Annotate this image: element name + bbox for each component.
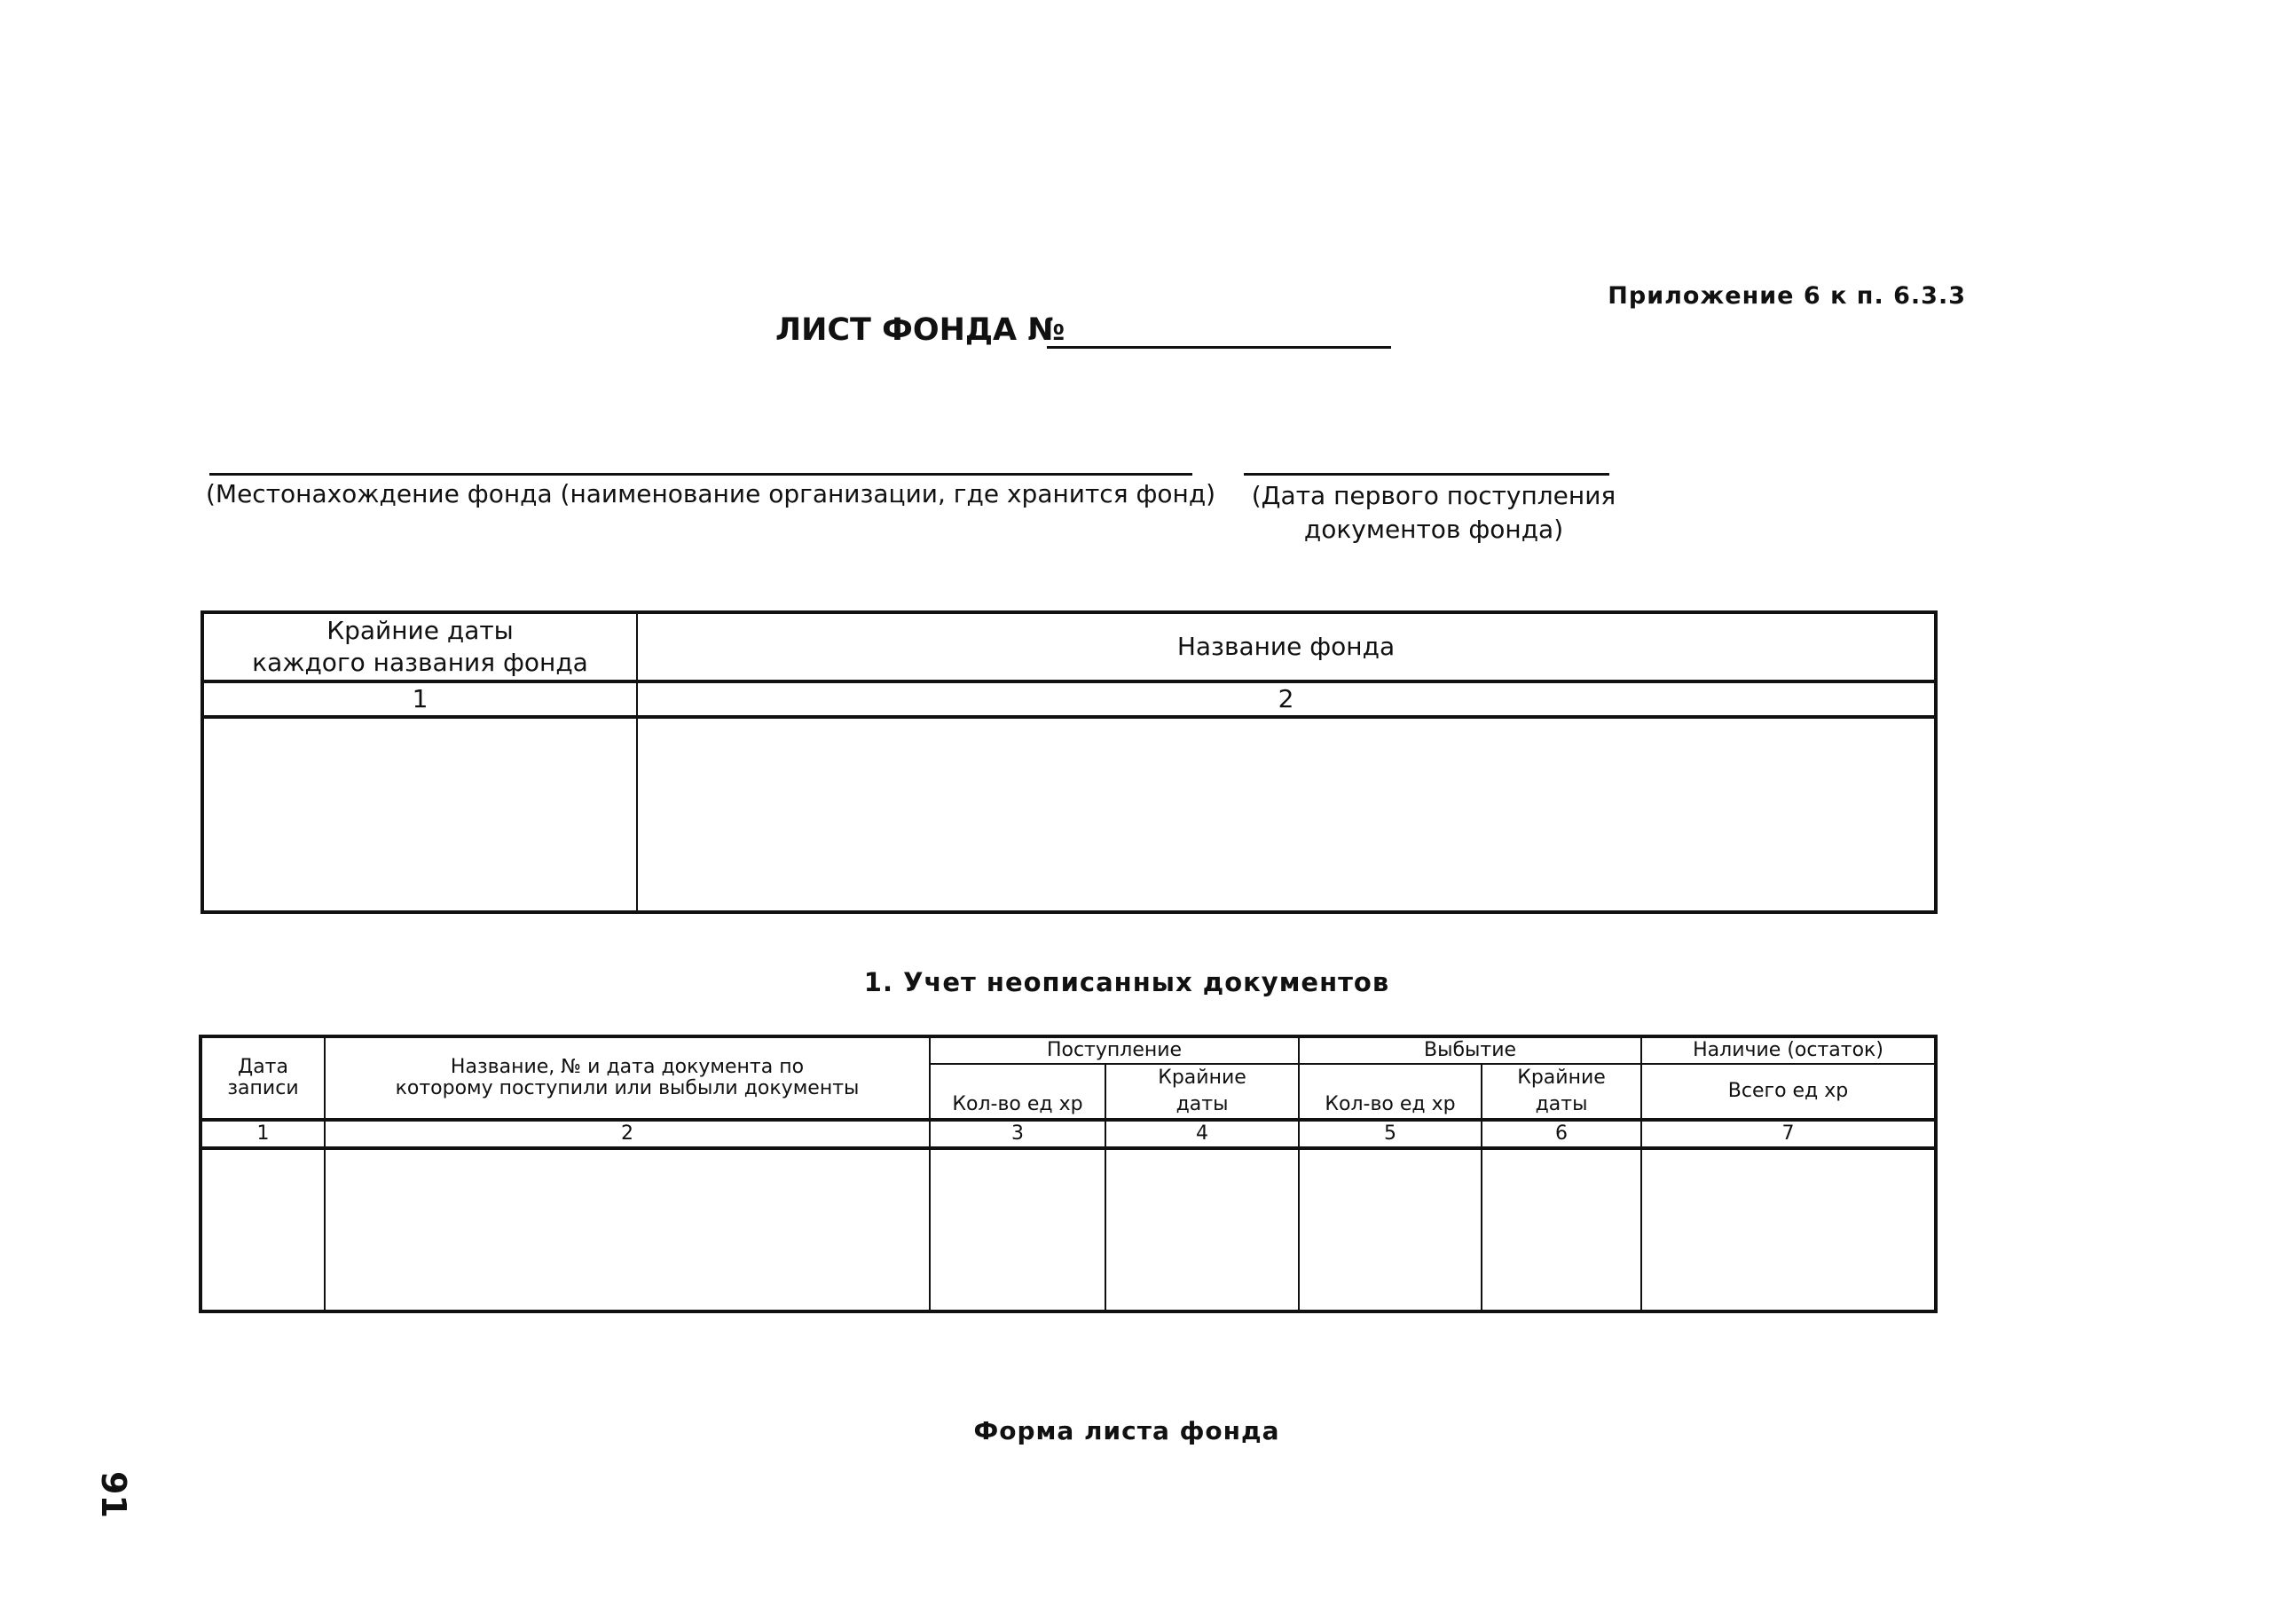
fund-name-cell[interactable]	[637, 717, 1936, 912]
income-dates-cell[interactable]	[1105, 1148, 1299, 1311]
income-qty-cell[interactable]	[930, 1148, 1105, 1311]
header-line: Дата	[238, 1056, 288, 1078]
document-name-header	[325, 1036, 930, 1120]
extreme-dates-cell[interactable]	[202, 717, 637, 912]
fund-number-blank-line	[1047, 346, 1391, 349]
column-number: 7	[1641, 1120, 1936, 1148]
header-line: Крайние даты	[326, 616, 514, 645]
header-line: Крайние	[1517, 1067, 1606, 1089]
fund-names-table	[201, 610, 1938, 914]
income-group-header: Поступление	[930, 1036, 1299, 1064]
column-number: 2	[325, 1120, 930, 1148]
document-name-cell[interactable]	[325, 1148, 930, 1311]
outgo-qty-header: Кол-во ед хр	[1299, 1064, 1482, 1120]
table-header-row	[202, 612, 1936, 681]
income-qty-header: Кол-во ед хр	[930, 1064, 1105, 1120]
header-line: даты	[1535, 1093, 1588, 1115]
location-blank-line	[209, 473, 1192, 476]
form-caption: Форма листа фонда	[973, 1416, 1280, 1445]
outgo-dates-cell[interactable]	[1482, 1148, 1641, 1311]
income-dates-header	[1105, 1064, 1299, 1120]
table-group-header-row	[201, 1036, 1936, 1064]
header-line: Название, № и дата документа по	[450, 1056, 805, 1078]
date-caption-line1: (Дата первого поступления	[1251, 481, 1616, 510]
header-line: записи	[227, 1077, 299, 1099]
outgo-dates-header	[1482, 1064, 1641, 1120]
outgo-group-header: Выбытие	[1299, 1036, 1641, 1064]
column-number-row	[201, 1120, 1936, 1148]
first-receipt-date-blank-line	[1244, 473, 1609, 476]
record-date-cell[interactable]	[201, 1148, 325, 1311]
column-number: 1	[201, 1120, 325, 1148]
outgo-qty-cell[interactable]	[1299, 1148, 1482, 1311]
record-date-header	[201, 1036, 325, 1120]
extreme-dates-header	[202, 612, 637, 681]
page-title: ЛИСТ ФОНДА №	[775, 312, 1065, 348]
location-caption: (Местонахождение фонда (наименование организации, где хранится фонд)	[206, 479, 1216, 508]
column-number: 2	[637, 681, 1936, 717]
first-receipt-date-caption	[1230, 479, 1638, 547]
undescribed-documents-table	[199, 1035, 1938, 1313]
column-number: 3	[930, 1120, 1105, 1148]
section-title: 1. Учет неописанных документов	[863, 967, 1390, 997]
column-number: 1	[202, 681, 637, 717]
balance-total-header: Всего ед хр	[1641, 1064, 1936, 1120]
page-number: 91	[94, 1471, 133, 1518]
header-line: Крайние	[1158, 1067, 1246, 1089]
date-caption-line2: документов фонда)	[1303, 515, 1564, 544]
balance-total-cell[interactable]	[1641, 1148, 1936, 1311]
balance-group-header: Наличие (остаток)	[1641, 1036, 1936, 1064]
table-body-row	[201, 1148, 1936, 1311]
header-line: даты	[1176, 1093, 1229, 1115]
column-number: 4	[1105, 1120, 1299, 1148]
column-number-row	[202, 681, 1936, 717]
header-line: каждого названия фонда	[252, 648, 588, 677]
column-number: 5	[1299, 1120, 1482, 1148]
column-number: 6	[1482, 1120, 1641, 1148]
fund-name-header: Название фонда	[637, 612, 1936, 681]
table-body-row	[202, 717, 1936, 912]
header-line: которому поступили или выбыли документы	[395, 1077, 860, 1099]
appendix-note: Приложение 6 к п. 6.3.3	[1608, 282, 1966, 310]
